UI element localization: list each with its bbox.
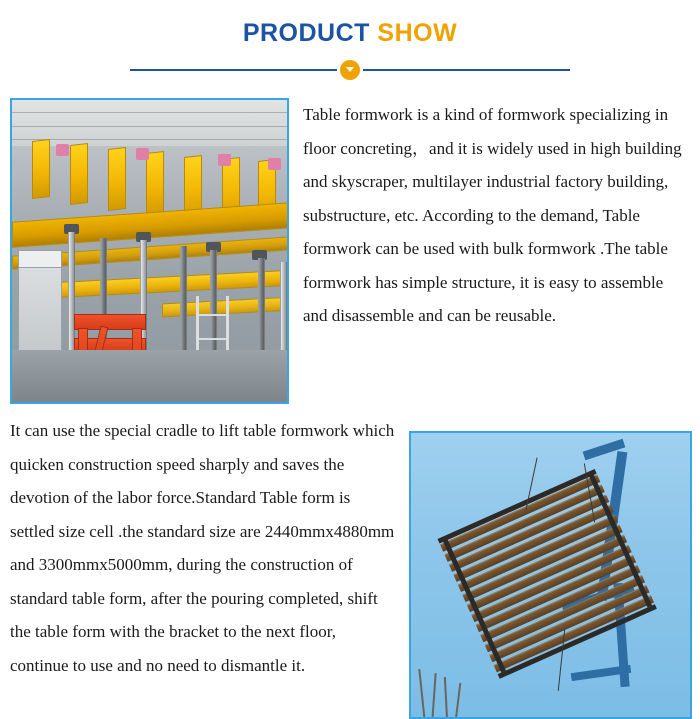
page-title (0, 18, 700, 48)
yellow-joist (70, 143, 88, 205)
yellow-joist (32, 139, 50, 199)
pink-cap (268, 158, 281, 170)
pink-cap (218, 154, 231, 166)
table-formwork-ceiling-photo (10, 98, 289, 404)
page-title-primary: PRODUCT (242, 19, 370, 47)
section-header (0, 0, 700, 80)
yellow-joist (146, 151, 164, 217)
content-block-bottom (0, 414, 700, 719)
pink-cap (56, 144, 69, 156)
floor-surface (12, 350, 287, 402)
header-divider (130, 60, 570, 80)
page-title-secondary: SHOW (377, 19, 458, 47)
content-block-top (0, 98, 700, 404)
ceiling-slab (12, 100, 287, 146)
scaffold-rung (196, 314, 229, 316)
yellow-joist (108, 147, 126, 211)
scaffold-rung (196, 338, 229, 340)
chevron-down-icon (340, 60, 360, 80)
description-paragraph-top: Table formwork is a kind of formwork specializing in floor concreting，and it is widely used in high building and skyscraper, multilayer industrial factory building, substructure, etc. According to the demand, Table formwork can be used with bulk formwork .The table formwork has simple structure, it is easy to assemble and disassemble and can be reusable. (303, 105, 682, 325)
wall-panel-top (18, 250, 62, 268)
table-form-lifting-photo (409, 431, 692, 719)
description-paragraph-bottom: It can use the special cradle to lift table formwork which quicken construction speed sharply and saves the devotion of the labor force.Standard Table form is settled size cell .the standard size are 2440mmx4880mm and 3300mmx5000mm, during the construction of standard table form, after the pouring completed, shift the table form with the bracket to the next floor, continue to use and no need to dismantle it. (10, 421, 395, 675)
pink-cap (136, 148, 149, 160)
